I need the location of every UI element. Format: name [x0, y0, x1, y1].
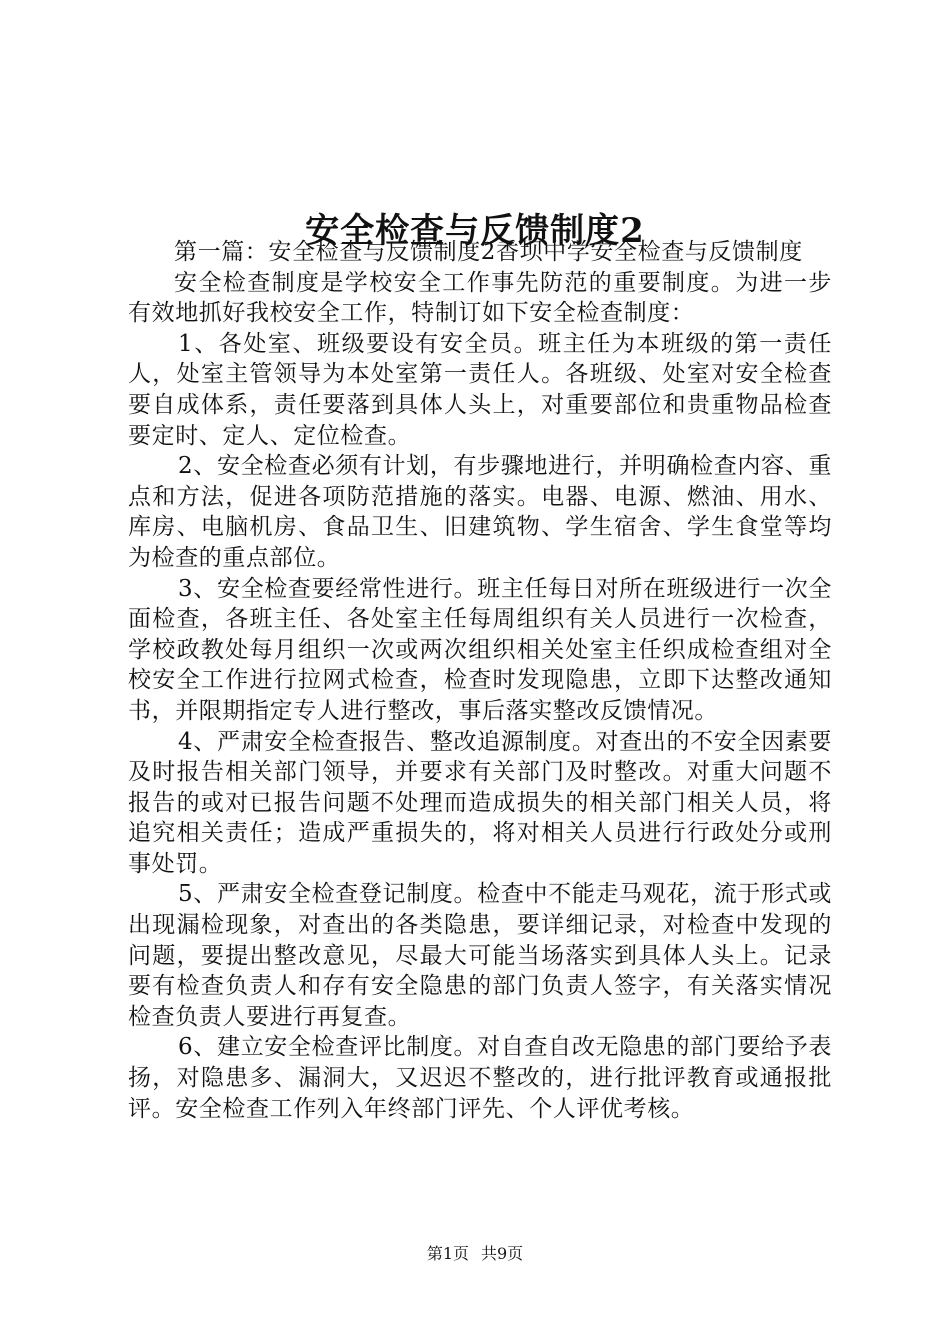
paragraph-item-1: 1、各处室、班级要设有安全员。班主任为本班级的第一责任人，处室主管领导为本处室第一责任人。各班级、处室对安全检查要自成体系，责任要落到具体人头上，对重要部位和贵重物品检查要定时、定人、定位检查。	[128, 330, 832, 449]
paragraph-intro: 安全检查制度是学校安全工作事先防范的重要制度。为进一步有效地抓好我校安全工作，特制订如下安全检查制度：	[128, 269, 832, 327]
paragraph-heading: 第一篇：安全检查与反馈制度2香坝中学安全检查与反馈制度	[174, 239, 803, 265]
paragraph-item-6: 6、建立安全检查评比制度。对自查自改无隐患的部门要给予表扬，对隐患多、漏洞大，又迟迟不整改的，进行批评教育或通报批评。安全检查工作列入年终部门评先、个人评优考核。	[128, 1034, 832, 1122]
paragraph-item-4: 4、严肃安全检查报告、整改追源制度。对查出的不安全因素要及时报告相关部门领导，并要求有关部门及时整改。对重大问题不报告的或对已报告问题不处理而造成损失的相关部门相关人员，将追究相关责任；造成严重损失的，将对相关人员进行行政处分或刑事处罚。	[128, 728, 832, 877]
paragraph-item-5: 5、严肃安全检查登记制度。检查中不能走马观花，流于形式或出现漏检现象，对查出的各类隐患，要详细记录，对检查中发现的问题，要提出整改意见，尽最大可能当场落实到具体人头上。记录要有检查负责人和存有安全隐患的部门负责人签字，有关落实情况检查负责人要进行再复查。	[128, 881, 832, 1030]
document-title: 安全检查与反馈制度2	[305, 210, 645, 251]
document-body	[128, 237, 832, 1124]
page-number-current: 第1页	[426, 1244, 469, 1263]
paragraph-item-2: 2、安全检查必须有计划，有步骤地进行，并明确检查内容、重点和方法，促进各项防范措施的落实。电器、电源、燃油、用水、库房、电脑机房、食品卫生、旧建筑物、学生宿舍、学生食堂等均为检查的重点部位。	[128, 453, 832, 571]
page-number-total: 共9页	[481, 1244, 524, 1263]
paragraph-item-3: 3、安全检查要经常性进行。班主任每日对所在班级进行一次全面检查，各班主任、各处室主任每周组织有关人员进行一次检查，学校政教处每月组织一次或两次组织相关处室主任织成检查组对全校安全工作进行拉网式检查，检查时发现隐患，立即下达整改通知书，并限期指定专人进行整改，事后落实整改反馈情况。	[128, 575, 832, 724]
page-footer	[0, 1243, 950, 1265]
